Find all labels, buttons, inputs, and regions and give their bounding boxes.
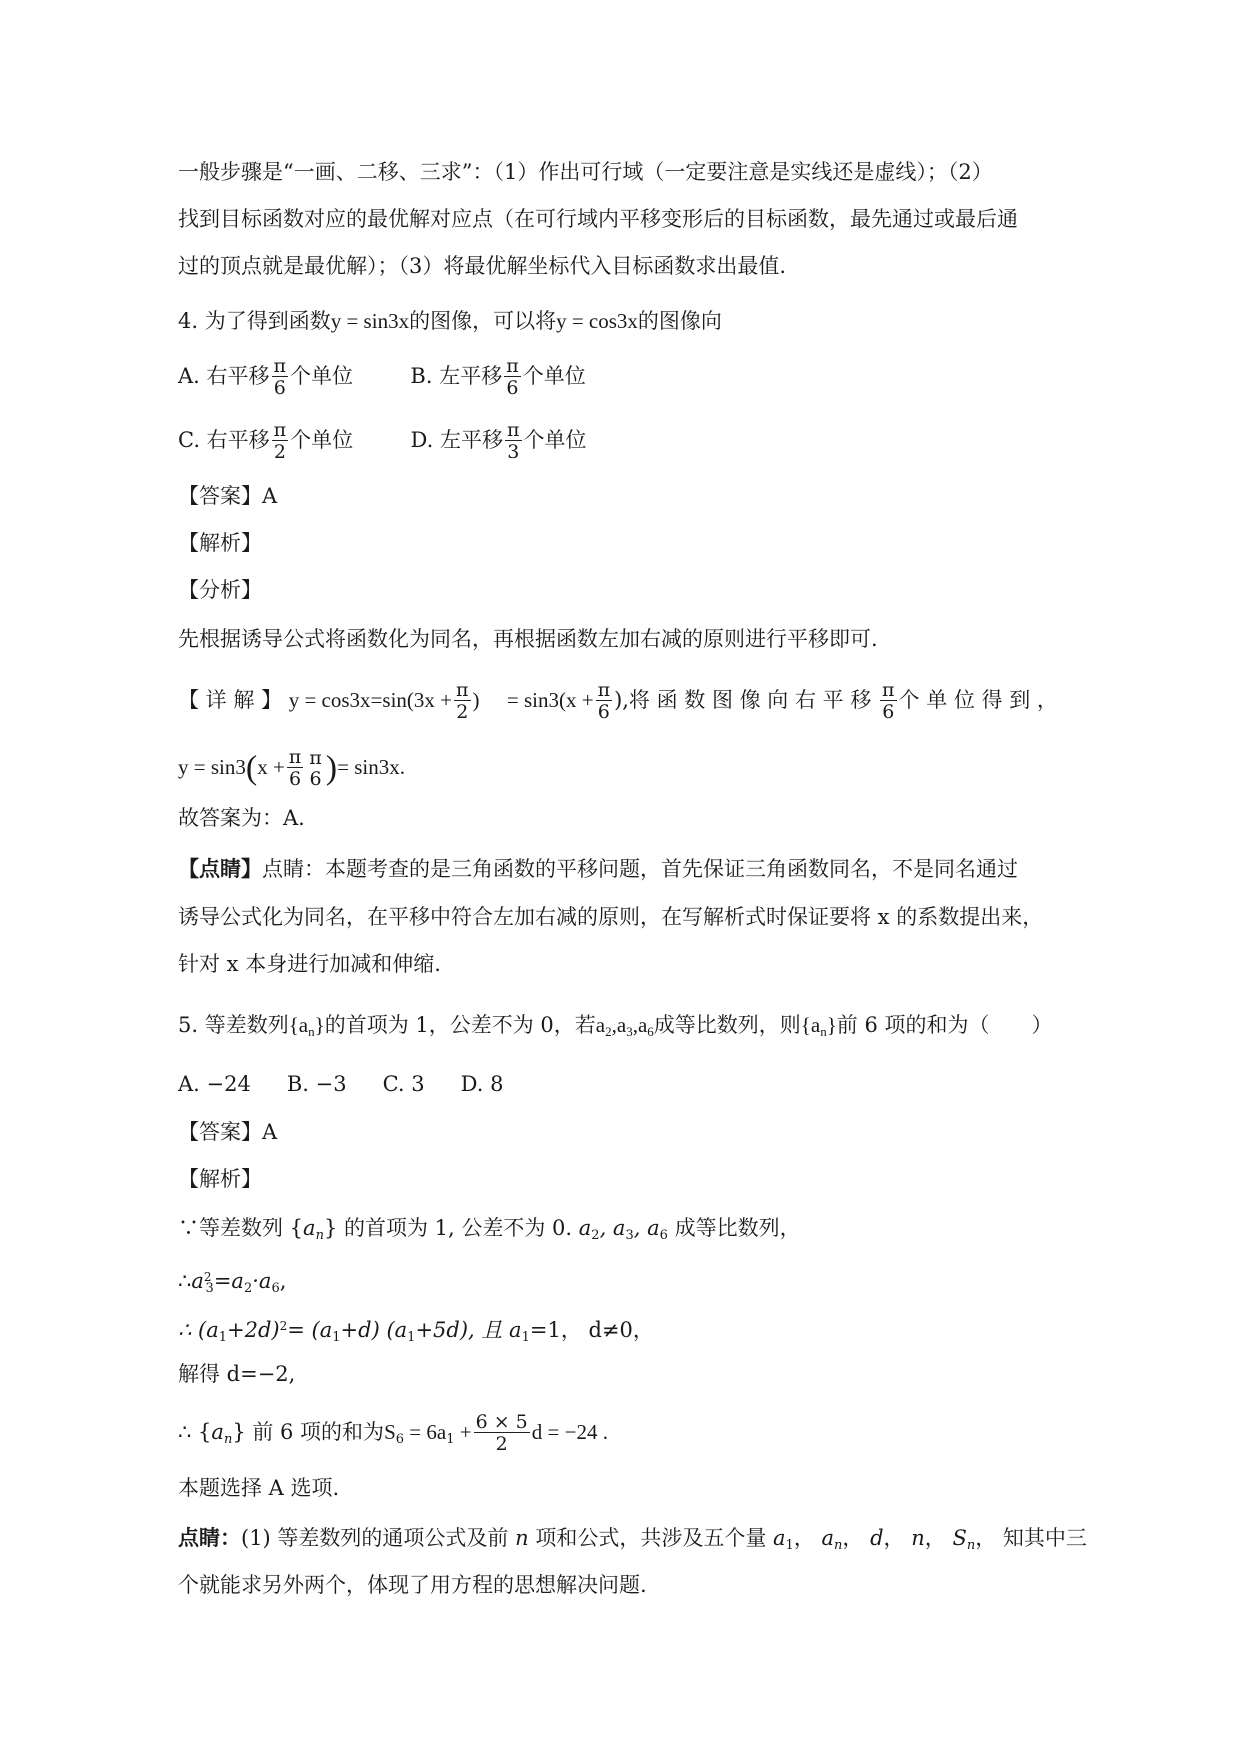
intro-line-1: 一般步骤是“一画、二移、三求”：（1）作出可行域（一定要注意是实线还是虚线）；（2） [178,160,993,184]
intro-line-3: 过的顶点就是最优解）；（3）将最优解坐标代入目标函数求出最值. [178,254,787,278]
fraction: $\frac{\pi}{6}$ [597,679,611,723]
fraction: $\frac{\pi}{6}$ [288,746,302,790]
fraction: $\frac{\pi}{6}$ [273,355,287,399]
q5-option-b: B. −3 [286,1072,347,1096]
formula-text: ) [472,688,480,712]
q4-dianjing-line-1 [178,853,1018,885]
q4-fenxi-text: 先根据诱导公式将函数化为同名，再根据函数左加右减的原则进行平移即可. [178,627,878,651]
q5-jiexi-heading: 【解析】 [178,1167,262,1191]
q5-stem-text: 前 6 项的和为（ ） [836,1013,1053,1037]
q5-stem [178,1009,1053,1048]
q4-detail-line-1 [178,681,1058,722]
q5-stem-text: 成等比数列，则 [653,1013,801,1037]
fraction: $\frac{\pi}{2}$ [273,419,287,463]
q4-option-c: C. 右平移 $\frac{\pi}{2}$ 个单位 [178,419,354,463]
q5-options [178,1068,503,1100]
fraction: $\frac{\pi}{6}$ [506,355,519,399]
formula-text: y = cos3x=sin(3x + [288,688,452,712]
q4-fenxi-heading: 【分析】 [178,578,262,602]
q4-detail-line-2 [178,748,405,789]
q4-option-d: D. 左平移 $\frac{\pi}{3}$ 个单位 [410,419,587,463]
paren: ( [245,749,258,787]
dianjing-label: 【点睛】 [178,856,262,881]
intro-line-2: 找到目标函数对应的最优解对应点（在可行域内平移变形后的目标函数，最先通过或最后通 [178,207,1018,231]
q4-dianjing-line-2: 诱导公式化为同名，在平移中符合左加右减的原则，在写解析式时保证要将 x 的系数提出来， [178,905,1044,929]
q5-dianjing-line-1: 点睛：(1) 等差数列的通项公式及前 n 项和公式，共涉及五个量 $a_1$， $a_n$， d， n， $S_n$， 知其中三 [178,1525,1087,1553]
q5-option-c: C. 3 [382,1072,425,1096]
formula-text: $\{a_n\}$ [288,1013,325,1039]
formula-text: = sin3(x + [506,688,594,712]
q5-option-d: D. 8 [460,1072,504,1096]
q4-detail-label: 【 详 解 】 [178,688,283,712]
formula-text: x + [257,755,285,779]
fraction: $\frac{\pi}{6}$ [882,679,895,723]
q4-stem-text: 的图像，可以将 [409,309,557,333]
q4-jiexi-heading: 【解析】 [178,531,262,555]
fraction: $\frac{\pi}{2}$ [456,679,469,723]
detail-text: ),将 函 数 图 像 向 右 平 移 [614,688,872,712]
q5-step-6: 本题选择 A 选项. [178,1476,340,1500]
dianjing-text: 点睛：本题考查的是三角函数的平移问题，首先保证三角函数同名，不是同名通过 [262,857,1018,881]
q4-options-row-2 [178,421,587,462]
q5-step-3: ∴ $(a_1+2d)^2= (a_1+d)$ $(a_1+5d)$, 且 $a_1=1$， d≠0， [178,1318,654,1345]
formula-text: $\{a_n\}$ [800,1013,837,1039]
q5-option-a: A. −24 [178,1072,251,1096]
q4-option-a: A. 右平移 $\frac{\pi}{6}$ 个单位 [178,355,354,399]
q4-dianjing-line-3: 针对 x 本身进行加减和伸缩. [178,952,441,976]
q5-step-4: 解得 d=−2, [178,1362,296,1386]
q4-stem-formula-1: y = sin3x [330,309,410,333]
detail-text: 个 单 位 得 到 ， [898,688,1058,712]
q5-stem-text: 5. 等差数列 [178,1013,289,1037]
q4-stem [178,305,722,337]
q4-options-row-1 [178,357,586,398]
q4-answer: 【答案】A [178,484,278,508]
q4-option-b: B. 左平移 $\frac{\pi}{6}$ 个单位 [410,355,586,399]
formula-text: $a_2,a_3,a_6$ [595,1013,654,1039]
q4-stem-text: 4. 为了得到函数 [178,309,331,333]
q5-dianjing-line-2: 个就能求另外两个，体现了用方程的思想解决问题. [178,1573,647,1597]
q4-stem-text: 的图像向 [637,309,722,333]
q5-step-1: ∵等差数列 $\{a_n\}$ 的首项为 1, 公差不为 0. $a_2$, $a_3$, $a_6$ 成等比数列， [178,1216,801,1243]
fraction: $\frac{\pi}{3}$ [507,419,520,463]
q5-stem-text: 的首项为 1，公差不为 0，若 [324,1013,596,1037]
q4-stem-formula-2: y = cos3x [556,309,638,333]
q4-conclusion: 故答案为：A. [178,806,305,830]
fraction: $\frac{6 \times 5}{2}$ [475,1411,528,1455]
q5-step-2: $\therefore a^2_3=a_2\cdot a_6$, [178,1269,287,1296]
q5-answer: 【答案】A [178,1120,278,1144]
dianjing-label: 点睛： [178,1525,241,1550]
q5-step-5: ∴ $\{a_n\}$ 前 6 项的和为$S_6 = 6a_1$ + $\frac{6 \times 5}{2}$ d = −24 . [178,1411,608,1455]
paren: ) [325,749,338,787]
formula-text: = sin3x. [337,755,405,779]
fraction: π 6 [309,746,322,790]
formula-text: y = sin3 [178,755,246,779]
